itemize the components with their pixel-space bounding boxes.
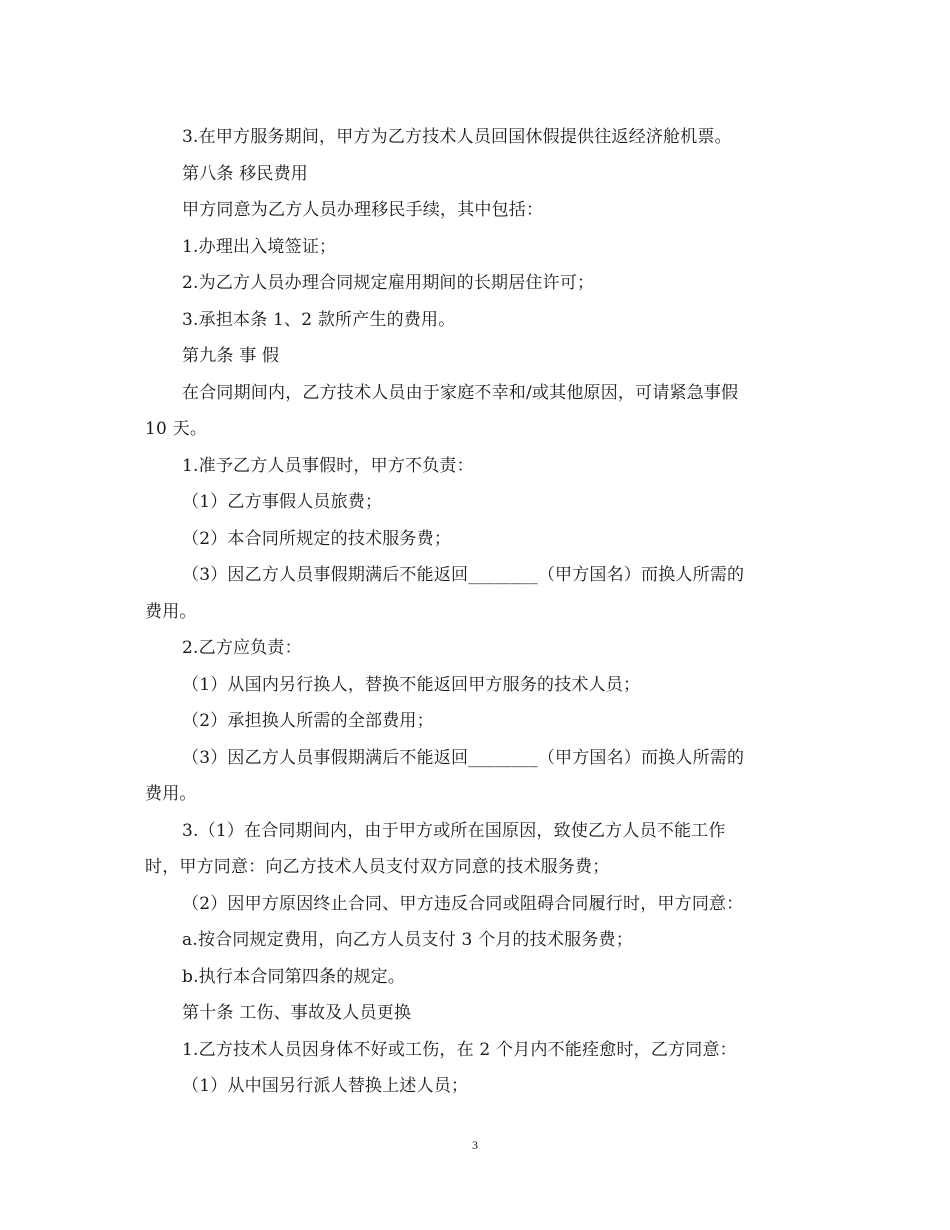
paragraph-line: 费用。	[145, 601, 197, 622]
paragraph-line: 1.乙方技术人员因身体不好或工伤，在 2 个月内不能痊愈时，乙方同意：	[182, 1039, 737, 1060]
paragraph-line: （3）因乙方人员事假期满后不能返回________（甲方国名）而换人所需的	[182, 747, 745, 768]
paragraph-line: （3）因乙方人员事假期满后不能返回________（甲方国名）而换人所需的	[182, 565, 745, 585]
section-heading-article-10: 第十条 工伤、事故及人员更换	[182, 1003, 412, 1023]
document-body	[145, 119, 785, 1105]
paragraph-line: 2.乙方应负责：	[182, 638, 302, 658]
paragraph-line: 10 天。	[145, 419, 208, 439]
paragraph-line: 1.办理出入境签证；	[182, 236, 337, 257]
paragraph-line: 3.在甲方服务期间，甲方为乙方技术人员回国休假提供往返经济舱机票。	[182, 127, 732, 147]
paragraph-line: （1）从国内另行换人，替换不能返回甲方服务的技术人员；	[182, 674, 641, 695]
section-heading-article-9: 第九条 事 假	[182, 346, 280, 366]
page-number: 3	[472, 1138, 478, 1152]
paragraph-line: b.执行本合同第四条的规定。	[182, 966, 406, 987]
paragraph-line: （1）乙方事假人员旅费；	[182, 492, 383, 512]
paragraph-line: 3.（1）在合同期间内，由于甲方或所在国原因，致使乙方人员不能工作	[182, 820, 726, 841]
paragraph-line: 在合同期间内，乙方技术人员由于家庭不幸和/或其他原因，可请紧急事假	[182, 382, 739, 403]
paragraph-line: （1）从中国另行派人替换上述人员；	[182, 1076, 469, 1096]
paragraph-line: a.按合同规定费用，向乙方人员支付 3 个月的技术服务费；	[182, 930, 633, 950]
paragraph-line: 2.为乙方人员办理合同规定雇用期间的长期居住许可；	[182, 273, 595, 293]
paragraph-line: 3.承担本条 1、2 款所产生的费用。	[182, 309, 456, 330]
paragraph-line: 时，甲方同意：向乙方技术人员支付双方同意的技术服务费；	[145, 857, 610, 877]
paragraph-line: （2）本合同所规定的技术服务费；	[182, 528, 452, 549]
section-heading-article-8: 第八条 移民费用	[182, 163, 309, 184]
paragraph-line: （2）承担换人所需的全部费用；	[182, 711, 434, 731]
paragraph-line: （2）因甲方原因终止合同、甲方违反合同或阻碍合同履行时，甲方同意：	[182, 893, 744, 914]
paragraph-line: 费用。	[145, 784, 197, 804]
paragraph-line: 1.准予乙方人员事假时，甲方不负责：	[182, 455, 474, 476]
paragraph-line: 甲方同意为乙方人员办理移民手续，其中包括：	[182, 200, 544, 220]
